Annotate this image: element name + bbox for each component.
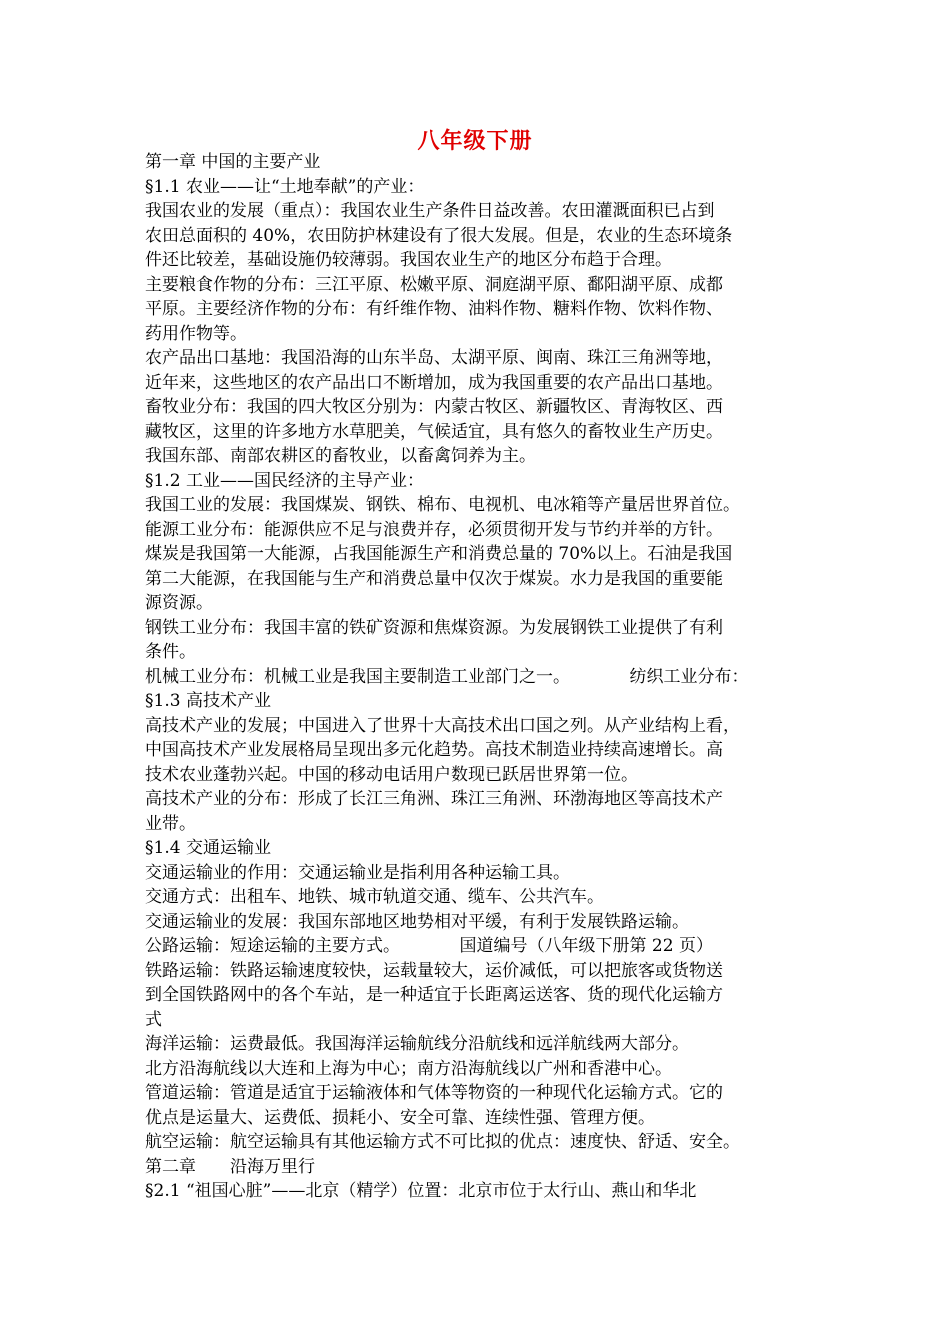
text-line: 交通运输业的发展：我国东部地区地势相对平缓，有利于发展铁路运输。: [145, 911, 689, 932]
text-line: 海洋运输：运费最低。我国海洋运输航线分沿航线和远洋航线两大部分。: [145, 1034, 689, 1054]
text-line: 条件。: [145, 642, 196, 662]
text-line: 第二章 沿海万里行: [145, 1156, 315, 1177]
text-line: 优点是运量大、运费低、损耗小、安全可靠、连续性强、管理方便。: [145, 1107, 655, 1128]
text-line: 技术农业蓬勃兴起。中国的移动电话用户数现已跃居世界第一位。: [145, 764, 638, 785]
text-line: 中国高技术产业发展格局呈现出多元化趋势。高技术制造业持续高速增长。高: [145, 740, 723, 760]
text-line: 近年来，这些地区的农产品出口不断增加，成为我国重要的农产品出口基地。: [145, 372, 723, 393]
text-line: 第二大能源，在我国能与生产和消费总量中仅次于煤炭。水力是我国的重要能: [145, 568, 723, 589]
text-line: 机械工业分布：机械工业是我国主要制造工业部门之一。 纺织工业分布：: [145, 666, 749, 687]
text-line: 第一章 中国的主要产业: [145, 152, 321, 172]
text-line: 铁路运输：铁路运输速度较快，运载量较大，运价减低，可以把旅客或货物送: [145, 960, 723, 981]
text-line: 农田总面积的 40%，农田防护林建设有了很大发展。但是，农业的生态环境条: [145, 225, 733, 246]
text-line: 煤炭是我国第一大能源，占我国能源生产和消费总量的 70%以上。石油是我国: [145, 544, 733, 564]
text-line: 钢铁工业分布：我国丰富的铁矿资源和焦煤资源。为发展钢铁工业提供了有利: [145, 617, 723, 638]
text-line: 北方沿海航线以大连和上海为中心；南方沿海航线以广州和香港中心。: [145, 1058, 672, 1079]
text-line: 管道运输：管道是适宜于运输液体和气体等物资的一种现代化运输方式。它的: [145, 1083, 723, 1103]
text-line: §1.1 农业——让“土地奉献”的产业：: [145, 176, 425, 197]
text-line: 交通方式：出租车、地铁、城市轨道交通、缆车、公共汽车。: [145, 887, 604, 907]
text-line: 业带。: [145, 813, 196, 834]
text-line: §2.1 “祖国心脏”——北京（精学）位置：北京市位于太行山、燕山和华北: [145, 1181, 697, 1201]
text-line: 药用作物等。: [145, 323, 247, 344]
text-line: §1.3 高技术产业: [145, 691, 271, 711]
text-line: 我国工业的发展：我国煤炭、钢铁、棉布、电视机、电冰箱等产量居世界首位。: [145, 495, 740, 515]
text-line: 我国东部、南部农耕区的畜牧业，以畜禽饲养为主。: [145, 446, 536, 466]
text-line: 件还比较差，基础设施仍较薄弱。我国农业生产的地区分布趋于合理。: [145, 250, 672, 270]
text-line: 到全国铁路网中的各个车站，是一种适宜于长距离运送客、货的现代化运输方: [145, 985, 723, 1005]
text-line: 农产品出口基地：我国沿海的山东半岛、太湖平原、闽南、珠江三角洲等地，: [145, 348, 723, 368]
text-line: 藏牧区，这里的许多地方水草肥美，气候适宜，具有悠久的畜牧业生产历史。: [145, 421, 723, 442]
document-body: [145, 150, 815, 1204]
text-line: 源资源。: [145, 593, 213, 613]
text-line: 公路运输：短途运输的主要方式。 国道编号（八年级下册第 22 页）: [145, 936, 713, 956]
text-line: 我国农业的发展（重点）：我国农业生产条件日益改善。农田灌溉面积已占到: [145, 201, 715, 221]
document-title: 八年级下册: [417, 129, 533, 154]
text-line: §1.4 交通运输业: [145, 838, 271, 858]
text-line: 交通运输业的作用：交通运输业是指利用各种运输工具。: [145, 862, 570, 883]
text-line: 平原。主要经济作物的分布：有纤维作物、油料作物、糖料作物、饮料作物、: [145, 299, 723, 319]
text-line: 能源工业分布：能源供应不足与浪费并存，必须贯彻开发与节约并举的方针。: [145, 519, 723, 540]
text-line: 高技术产业的发展；中国进入了世界十大高技术出口国之列。从产业结构上看，: [145, 715, 740, 736]
text-line: 高技术产业的分布：形成了长江三角洲、珠江三角洲、环渤海地区等高技术产: [145, 789, 723, 809]
text-line: 畜牧业分布：我国的四大牧区分别为：内蒙古牧区、新疆牧区、青海牧区、西: [145, 397, 723, 417]
text-line: 主要粮食作物的分布：三江平原、松嫩平原、洞庭湖平原、鄱阳湖平原、成都: [145, 274, 723, 295]
text-line: 航空运输：航空运输具有其他运输方式不可比拟的优点：速度快、舒适、安全。: [145, 1132, 740, 1152]
text-line: §1.2 工业——国民经济的主导产业：: [145, 470, 424, 491]
text-line: 式: [145, 1009, 162, 1030]
